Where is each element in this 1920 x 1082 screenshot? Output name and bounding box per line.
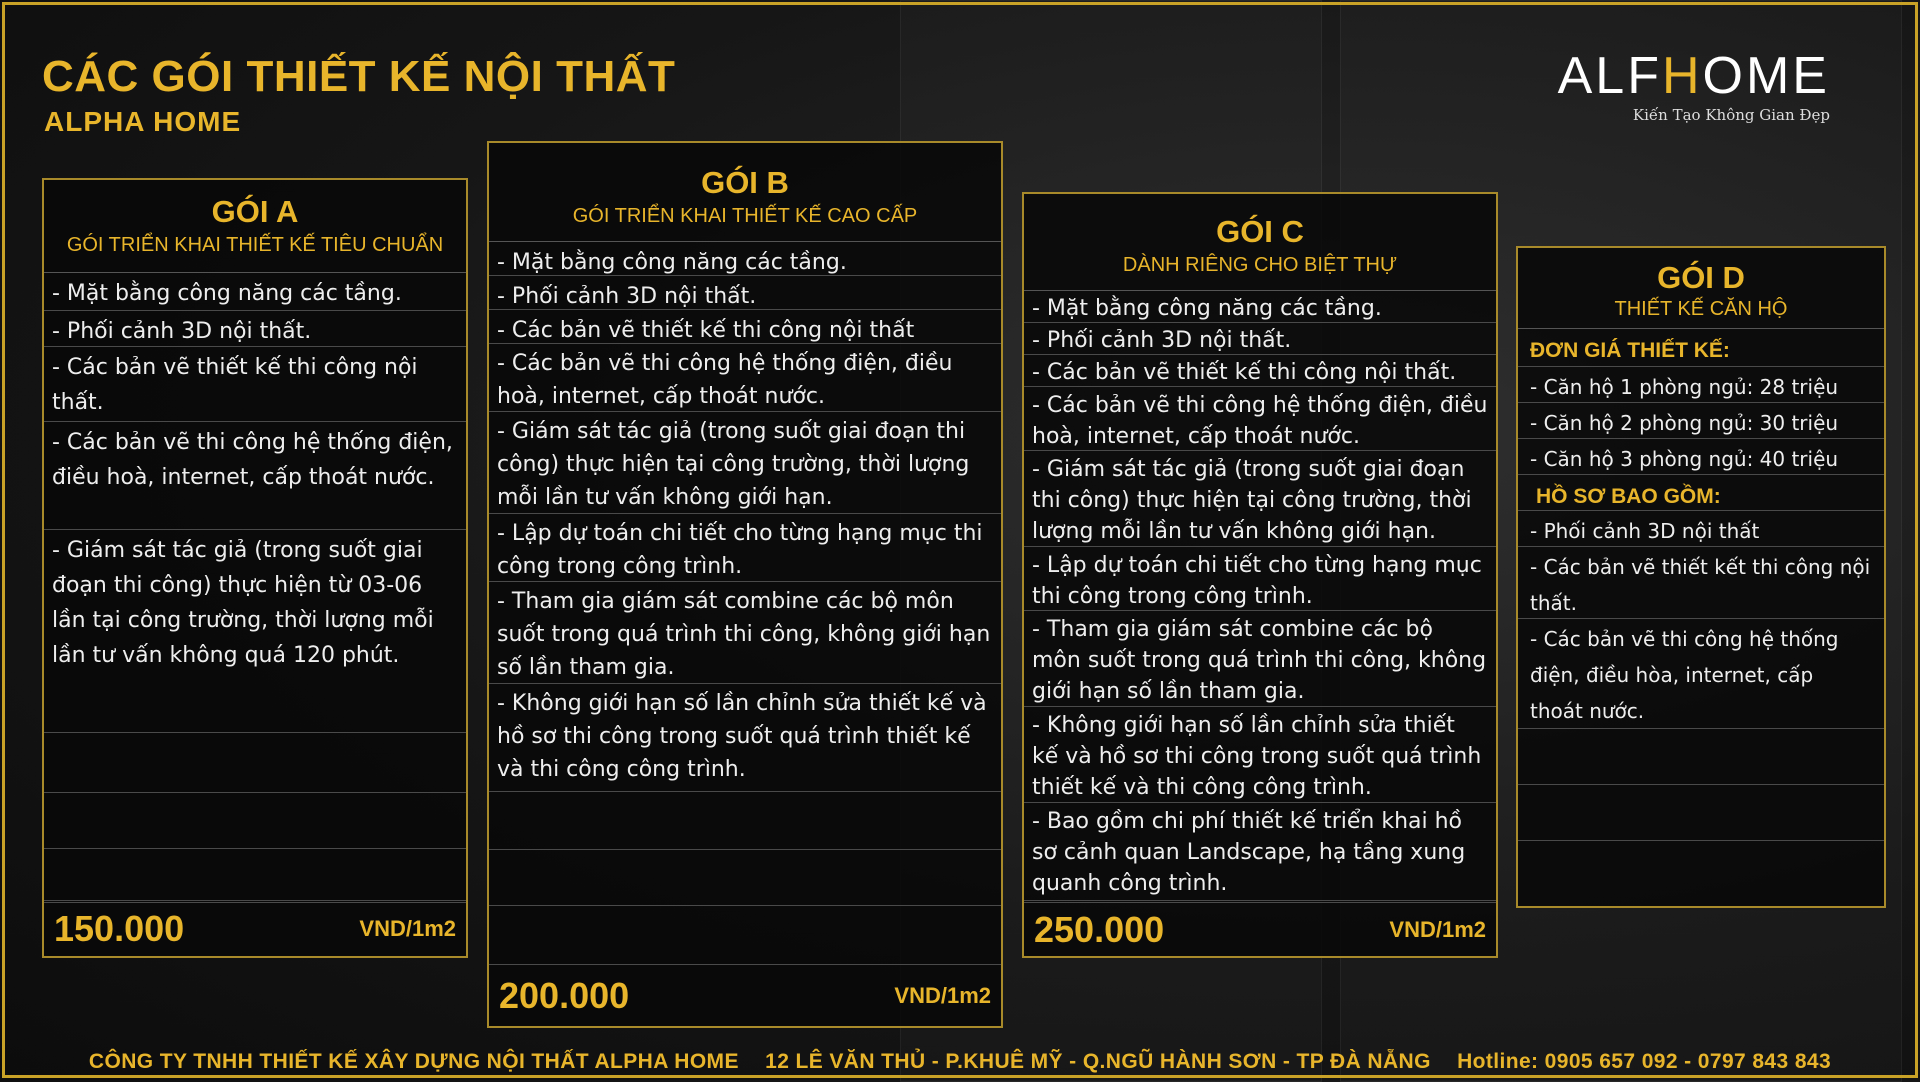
feature-row: - Phối cảnh 3D nội thất. [1024, 323, 1496, 355]
card-header [44, 180, 466, 273]
apartment-price-row: - Căn hộ 1 phòng ngủ: 28 triệu [1518, 367, 1884, 403]
price-value: 200.000 [499, 974, 630, 1016]
feature-row: - Phối cảnh 3D nội thất. [44, 311, 466, 347]
feature-row: - Các bản vẽ thiết kế thi công nội thất [489, 310, 1001, 344]
package-desc: DÀNH RIÊNG CHO BIỆT THỰ [1122, 254, 1398, 276]
package-desc: GÓI TRIỂN KHAI THIẾT KẾ TIÊU CHUẨN [66, 234, 444, 256]
empty-row [1518, 729, 1884, 785]
package-card-a [42, 178, 468, 958]
price-value: 250.000 [1034, 908, 1165, 950]
price-unit: VND/1m2 [359, 915, 456, 941]
feature-row: - Giám sát tác giả (trong suốt giai đoạn thi công) thực hiện tại công trường, thời lượng mỗi lần tư vấn không giới hạn. [1024, 451, 1496, 547]
card-header [489, 143, 1001, 242]
empty-row [489, 792, 1001, 850]
logo-tagline: Kiến Tạo Không Gian Đẹp [1632, 106, 1830, 124]
empty-row [489, 850, 1001, 906]
feature-row: - Lập dự toán chi tiết cho từng hạng mục thi công trong công trình. [1024, 547, 1496, 611]
price-unit: VND/1m2 [1389, 916, 1486, 942]
package-desc: GÓI TRIỂN KHAI THIẾT KẾ CAO CẤP [572, 205, 918, 227]
empty-row [1518, 785, 1884, 841]
price-value: 150.000 [54, 907, 185, 949]
page-title: CÁC GÓI THIẾT KẾ NỘI THẤT [42, 52, 676, 101]
empty-row [44, 793, 466, 849]
card-header [1024, 194, 1496, 291]
feature-row: - Lập dự toán chi tiết cho từng hạng mục thi công trong công trình. [489, 514, 1001, 582]
feature-row: - Mặt bằng công năng các tầng. [44, 273, 466, 311]
doc-row: - Các bản vẽ thi công hệ thống điện, điều hòa, internet, cấp thoát nước. [1518, 619, 1884, 729]
package-card-c [1022, 192, 1498, 958]
footer-hotline: Hotline: 0905 657 092 - 0797 843 843 [1457, 1050, 1832, 1073]
feature-row: - Không giới hạn số lần chỉnh sửa thiết kế và hồ sơ thi công trong suốt quá trình thiết kế và thi công công trình. [489, 684, 1001, 792]
feature-row: - Mặt bằng công năng các tầng. [1024, 291, 1496, 323]
price-unit: VND/1m2 [894, 982, 991, 1008]
feature-row: - Phối cảnh 3D nội thất. [489, 276, 1001, 310]
package-name: GÓI D [1657, 260, 1745, 295]
price-row [1024, 902, 1496, 956]
feature-row: - Giám sát tác giả (trong suốt giai đoạn thi công) thực hiện tại công trường, thời lượng mỗi lần tư vấn không giới hạn. [489, 412, 1001, 514]
price-row [489, 964, 1001, 1026]
feature-row: - Tham gia giám sát combine các bộ môn suốt trong quá trình thi công, không giới hạn số lần tham gia. [489, 582, 1001, 684]
price-section-label: ĐƠN GIÁ THIẾT KẾ: [1518, 329, 1884, 367]
feature-row: - Giám sát tác giả (trong suốt giai đoạn thi công) thực hiện từ 03-06 lần tại công trường, thời lượng mỗi lần tư vấn không quá 120 phút. [44, 530, 466, 733]
apartment-price-row: - Căn hộ 3 phòng ngủ: 40 triệu [1518, 439, 1884, 475]
apartment-price-row: - Căn hộ 2 phòng ngủ: 30 triệu [1518, 403, 1884, 439]
package-name: GÓI C [1216, 214, 1304, 249]
footer-bar [0, 1050, 1920, 1074]
doc-row: - Phối cảnh 3D nội thất [1518, 511, 1884, 547]
package-card-b [487, 141, 1003, 1028]
page-subtitle: ALPHA HOME [44, 106, 242, 137]
brand-logo [1542, 48, 1830, 124]
docs-section-label: HỒ SƠ BAO GỒM: [1518, 475, 1884, 511]
logo-wordmark: ALFHOME [1557, 47, 1830, 105]
footer-address: 12 LÊ VĂN THỦ - P.KHUÊ MỸ - Q.NGŨ HÀNH SƠN - TP ĐÀ NẴNG [765, 1050, 1431, 1073]
price-row [44, 900, 466, 956]
empty-row [44, 733, 466, 793]
feature-row: - Các bản vẽ thi công hệ thống điện, điều hoà, internet, cấp thoát nước. [1024, 387, 1496, 451]
doc-row: - Các bản vẽ thiết kết thi công nội thất. [1518, 547, 1884, 619]
package-name: GÓI A [211, 194, 299, 229]
feature-row: - Các bản vẽ thiết kế thi công nội thất. [44, 347, 466, 422]
card-header [1518, 248, 1884, 329]
feature-row: - Không giới hạn số lần chỉnh sửa thiết kế và hồ sơ thi công trong suốt quá trình thiết kế và thi công công trình. [1024, 707, 1496, 803]
empty-row [44, 849, 466, 903]
package-card-d [1516, 246, 1886, 908]
package-name: GÓI B [701, 165, 789, 200]
feature-row: - Các bản vẽ thiết kế thi công nội thất. [1024, 355, 1496, 387]
feature-row: - Tham gia giám sát combine các bộ môn suốt trong quá trình thi công, không giới hạn số lần tham gia. [1024, 611, 1496, 707]
package-desc: THIẾT KẾ CĂN HỘ [1614, 298, 1788, 320]
feature-row: - Mặt bằng công năng các tầng. [489, 242, 1001, 276]
footer-company: CÔNG TY TNHH THIẾT KẾ XÂY DỰNG NỘI THẤT ALPHA HOME [88, 1050, 739, 1073]
feature-row: - Các bản vẽ thi công hệ thống điện, điều hoà, internet, cấp thoát nước. [489, 344, 1001, 412]
feature-row: - Các bản vẽ thi công hệ thống điện, điều hoà, internet, cấp thoát nước. [44, 422, 466, 530]
feature-row: - Bao gồm chi phí thiết kế triển khai hồ sơ cảnh quan Landscape, hạ tầng xung quanh công trình. [1024, 803, 1496, 901]
